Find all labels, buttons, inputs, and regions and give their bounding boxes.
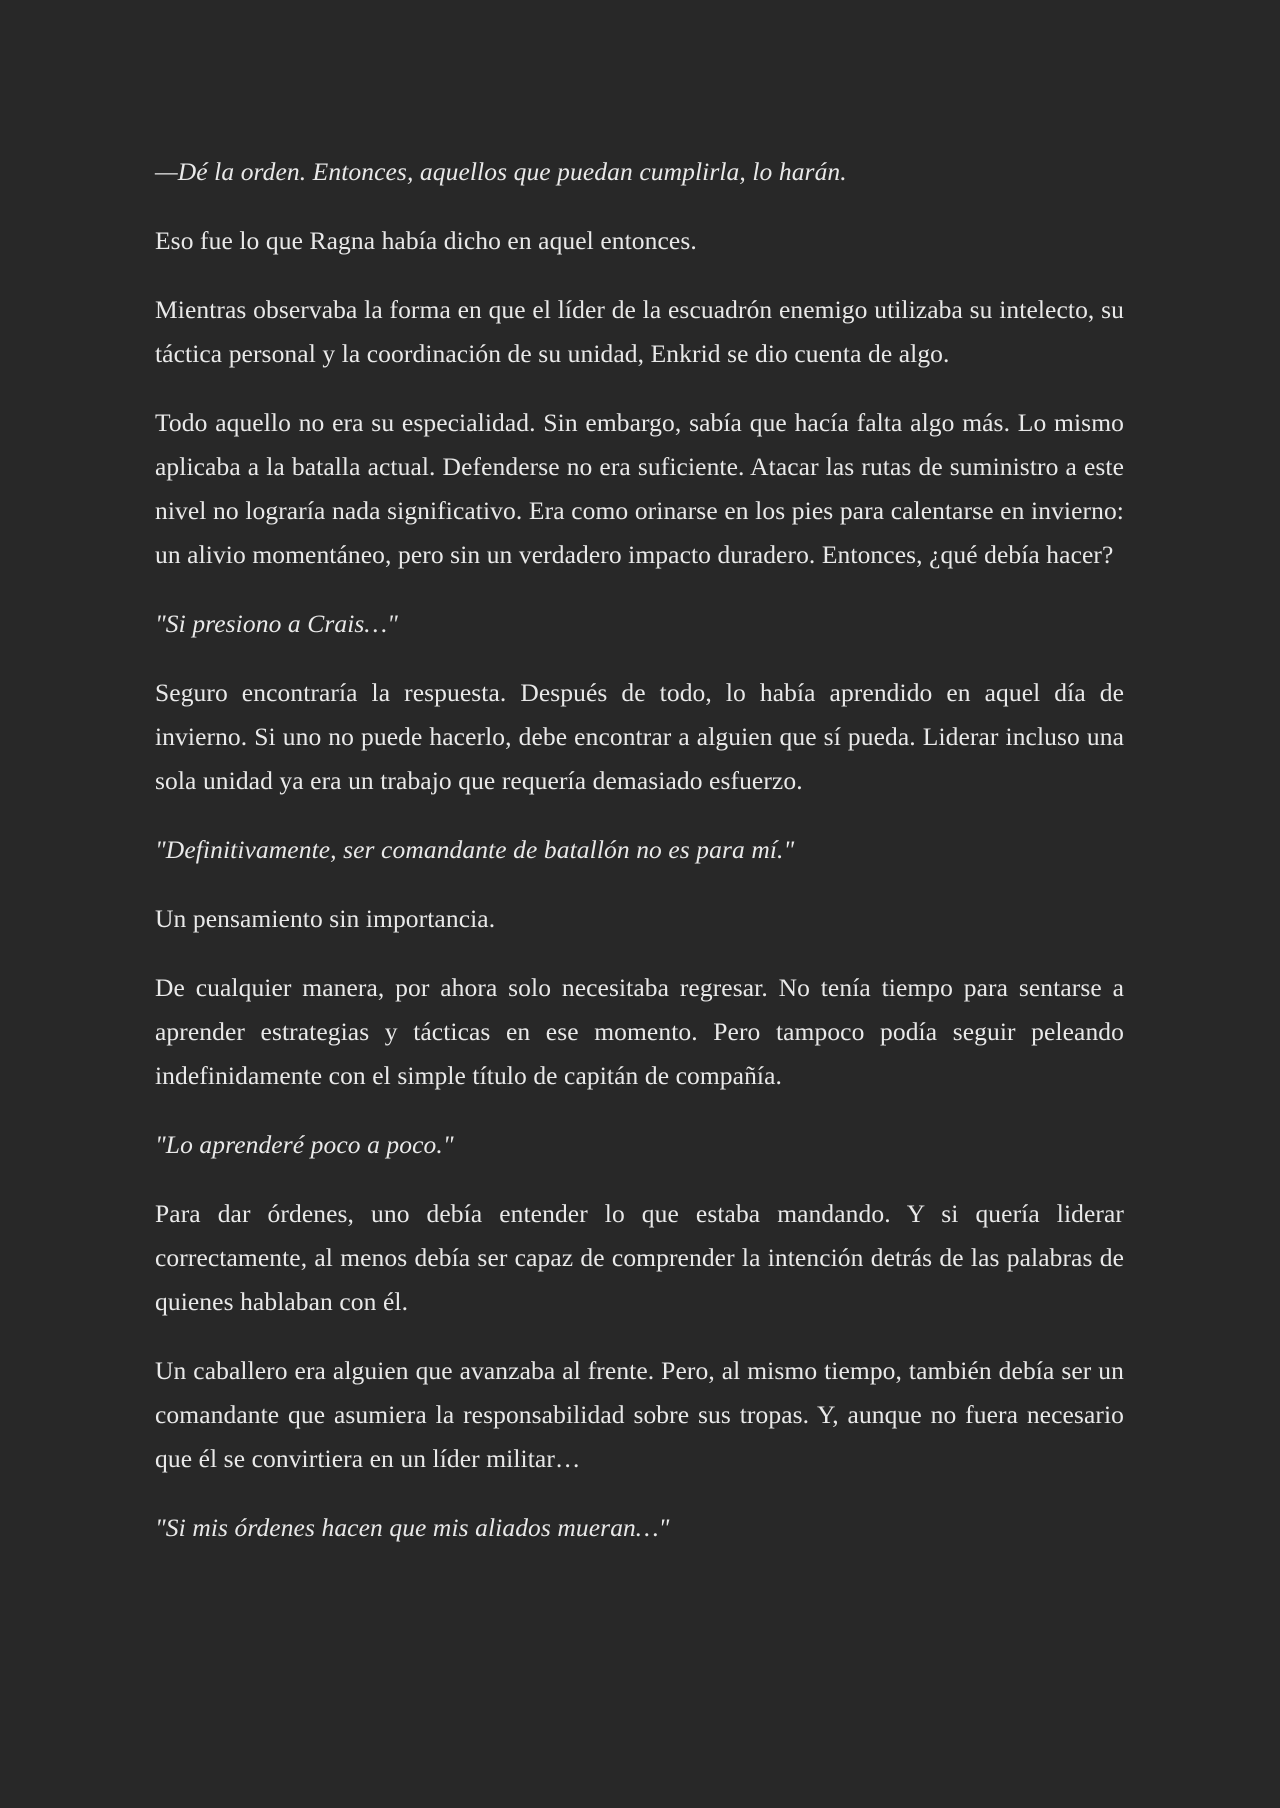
paragraph-thought: "Lo aprenderé poco a poco." — [155, 1130, 454, 1159]
paragraph: Eso fue lo que Ragna había dicho en aquel entonces. — [155, 226, 697, 255]
paragraph-thought: "Si mis órdenes hacen que mis aliados mueran…" — [155, 1513, 670, 1542]
paragraph: Para dar órdenes, uno debía entender lo que estaba mandando. Y si quería liderar correctamente, al menos debía ser capaz de comprender la intención detrás de las palabras de quienes hablaban con él. — [155, 1199, 1124, 1316]
paragraph-thought: "Si presiono a Crais…" — [155, 609, 398, 638]
paragraph: Seguro encontraría la respuesta. Después de todo, lo había aprendido en aquel día de invierno. Si uno no puede hacerlo, debe encontrar a alguien que sí pueda. Liderar incluso una sola unidad ya era un trabajo que requería demasiado esfuerzo. — [155, 678, 1124, 795]
paragraph-dialogue: —Dé la orden. Entonces, aquellos que puedan cumplirla, lo harán. — [155, 157, 847, 186]
paragraph: Un pensamiento sin importancia. — [155, 904, 496, 933]
paragraph: Todo aquello no era su especialidad. Sin embargo, sabía que hacía falta algo más. Lo mismo aplicaba a la batalla actual. Defenderse no era suficiente. Atacar las rutas de suministro a este nivel no lograría nada significativo. Era como orinarse en los pies para calentarse en invierno: un alivio momentáneo, pero sin un verdadero impacto duradero. Entonces, ¿qué debía hacer? — [155, 408, 1124, 569]
paragraph-thought: "Definitivamente, ser comandante de batallón no es para mí." — [155, 835, 795, 864]
paragraph: Mientras observaba la forma en que el líder de la escuadrón enemigo utilizaba su intelecto, su táctica personal y la coordinación de su unidad, Enkrid se dio cuenta de algo. — [155, 295, 1124, 368]
paragraph: Un caballero era alguien que avanzaba al frente. Pero, al mismo tiempo, también debía ser un comandante que asumiera la responsabilidad sobre sus tropas. Y, aunque no fuera necesario que él se convirtiera en un líder militar… — [155, 1356, 1124, 1473]
paragraph: De cualquier manera, por ahora solo necesitaba regresar. No tenía tiempo para sentarse a aprender estrategias y tácticas en ese momento. Pero tampoco podía seguir peleando indefinidamente con el simple título de capitán de compañía. — [155, 973, 1124, 1090]
